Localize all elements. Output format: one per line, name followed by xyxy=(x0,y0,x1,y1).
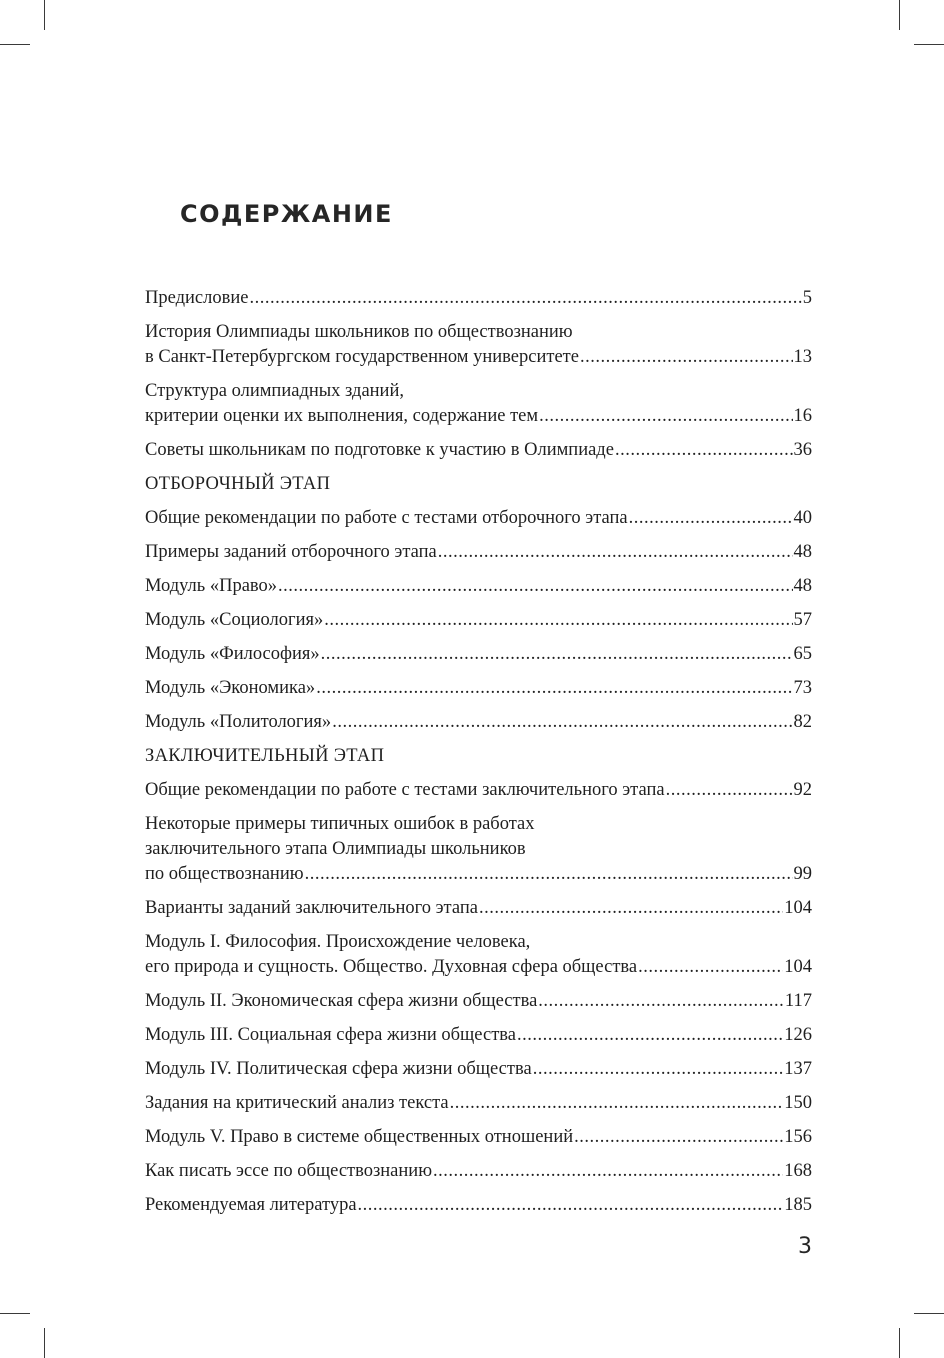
toc-entry-title: Модуль III. Социальная сфера жизни общества xyxy=(145,1025,516,1045)
toc-entry-title: Модуль IV. Политическая сфера жизни общества xyxy=(145,1059,532,1079)
toc-dot-leader xyxy=(615,438,793,463)
toc-page-number: 65 xyxy=(793,644,812,664)
toc-entry[interactable] xyxy=(145,379,812,429)
toc-page-number: 150 xyxy=(784,1093,812,1113)
toc-entry-title: его природа и сущность. Общество. Духовная сфера общества xyxy=(145,957,638,977)
toc-entry-title: по обществознанию xyxy=(145,864,304,884)
toc-entry-title: Модуль «Право» xyxy=(145,576,278,596)
toc-dot-leader xyxy=(629,506,793,531)
toc-entry[interactable] xyxy=(145,1125,812,1150)
toc-dot-leader xyxy=(438,540,793,565)
toc-entry-title: Общие рекомендации по работе с тестами заключительного этапа xyxy=(145,780,665,800)
toc-entry-line: Некоторые примеры типичных ошибок в работах xyxy=(145,814,535,834)
page-number: 3 xyxy=(798,1234,812,1259)
toc-entry[interactable] xyxy=(145,989,812,1014)
table-of-contents xyxy=(145,286,812,1227)
toc-dot-leader xyxy=(533,1057,784,1082)
crop-mark-top-right-horizontal xyxy=(914,44,944,45)
toc-dot-leader xyxy=(479,896,783,921)
crop-mark-top-left-horizontal xyxy=(0,44,30,45)
toc-entry[interactable] xyxy=(145,930,812,980)
toc-entry[interactable] xyxy=(145,1057,812,1082)
toc-page-number: 5 xyxy=(802,288,812,308)
toc-entry[interactable] xyxy=(145,1091,812,1116)
toc-entry-title: критерии оценки их выполнения, содержание тем xyxy=(145,406,539,426)
toc-entry[interactable] xyxy=(145,778,812,803)
crop-mark-bottom-right-vertical xyxy=(899,1328,900,1358)
toc-entry-title: Как писать эссе по обществознанию xyxy=(145,1161,433,1181)
toc-entry-line: Структура олимпиадных зданий, xyxy=(145,381,404,401)
toc-dot-leader xyxy=(305,862,793,887)
toc-entry-title: Модуль V. Право в системе общественных отношений xyxy=(145,1127,574,1147)
toc-entry-title: Модуль «Политология» xyxy=(145,712,332,732)
toc-entry[interactable] xyxy=(145,1193,812,1218)
toc-entry-line: История Олимпиады школьников по обществознанию xyxy=(145,322,573,342)
toc-dot-leader xyxy=(332,710,792,735)
toc-entry[interactable] xyxy=(145,286,812,311)
toc-entry-title: Модуль «Экономика» xyxy=(145,678,316,698)
toc-entry-title: Общие рекомендации по работе с тестами отборочного этапа xyxy=(145,508,628,528)
toc-dot-leader xyxy=(358,1193,784,1218)
toc-entry-title: Модуль II. Экономическая сфера жизни общества xyxy=(145,991,538,1011)
toc-page-number: 104 xyxy=(784,898,812,918)
crop-mark-top-left-vertical xyxy=(44,0,45,30)
toc-dot-leader xyxy=(433,1159,783,1184)
toc-entry-title: Рекомендуемая литература xyxy=(145,1195,357,1215)
toc-page-number: 73 xyxy=(793,678,812,698)
toc-dot-leader xyxy=(580,345,793,370)
toc-dot-leader xyxy=(278,574,792,599)
crop-mark-bottom-left-vertical xyxy=(44,1328,45,1358)
toc-entry[interactable] xyxy=(145,438,812,463)
toc-entry[interactable] xyxy=(145,1159,812,1184)
toc-page-number: 99 xyxy=(793,864,812,884)
toc-entry-title: Советы школьникам по подготовке к участию в Олимпиаде xyxy=(145,440,614,460)
toc-entry-title: Модуль «Социология» xyxy=(145,610,324,630)
toc-dot-leader xyxy=(249,286,801,311)
toc-entry-title: Примеры заданий отборочного этапа xyxy=(145,542,437,562)
toc-entry-title: Предисловие xyxy=(145,288,249,308)
toc-page-number: 168 xyxy=(784,1161,812,1181)
toc-entry-line: Модуль I. Философия. Происхождение человека, xyxy=(145,932,531,952)
toc-page-number: 117 xyxy=(784,991,812,1011)
toc-entry[interactable] xyxy=(145,540,812,565)
toc-entry[interactable] xyxy=(145,574,812,599)
toc-dot-leader xyxy=(538,989,784,1014)
toc-page-number: 48 xyxy=(793,542,812,562)
toc-dot-leader xyxy=(450,1091,784,1116)
toc-page-number: 82 xyxy=(793,712,812,732)
toc-page-number: 40 xyxy=(793,508,812,528)
toc-page-number: 185 xyxy=(784,1195,812,1215)
toc-dot-leader xyxy=(321,642,793,667)
toc-page-number: 156 xyxy=(784,1127,812,1147)
toc-page-number: 16 xyxy=(793,406,812,426)
toc-page-number: 137 xyxy=(784,1059,812,1079)
toc-dot-leader xyxy=(666,778,793,803)
toc-entry[interactable] xyxy=(145,710,812,735)
toc-entry[interactable] xyxy=(145,896,812,921)
toc-entry[interactable] xyxy=(145,506,812,531)
toc-entry-title: в Санкт-Петербургском государственном университете xyxy=(145,347,579,367)
toc-page-number: 48 xyxy=(793,576,812,596)
toc-entry[interactable] xyxy=(145,320,812,370)
toc-entry[interactable] xyxy=(145,642,812,667)
toc-page-number: 57 xyxy=(793,610,812,630)
toc-entry[interactable] xyxy=(145,608,812,633)
toc-page-number: 92 xyxy=(793,780,812,800)
page-title: СОДЕРЖАНИЕ xyxy=(180,200,393,228)
toc-dot-leader xyxy=(324,608,792,633)
toc-page-number: 126 xyxy=(784,1025,812,1045)
toc-entry[interactable] xyxy=(145,676,812,701)
crop-mark-top-right-vertical xyxy=(899,0,900,30)
toc-entry[interactable] xyxy=(145,1023,812,1048)
crop-mark-bottom-left-horizontal xyxy=(0,1313,30,1314)
toc-dot-leader xyxy=(638,955,783,980)
toc-entry-line: заключительного этапа Олимпиады школьников xyxy=(145,839,526,859)
toc-dot-leader xyxy=(574,1125,783,1150)
crop-mark-bottom-right-horizontal xyxy=(914,1313,944,1314)
toc-section-heading: ОТБОРОЧНЫЙ ЭТАП xyxy=(145,474,331,494)
toc-page-number: 36 xyxy=(793,440,812,460)
toc-page-number: 13 xyxy=(793,347,812,367)
toc-entry-title: Задания на критический анализ текста xyxy=(145,1093,449,1113)
toc-entry[interactable] xyxy=(145,812,812,887)
toc-entry-title: Варианты заданий заключительного этапа xyxy=(145,898,478,918)
toc-section-heading: ЗАКЛЮЧИТЕЛЬНЫЙ ЭТАП xyxy=(145,746,385,766)
toc-dot-leader xyxy=(517,1023,783,1048)
toc-dot-leader xyxy=(539,404,792,429)
toc-page-number: 104 xyxy=(784,957,812,977)
toc-entry-title: Модуль «Философия» xyxy=(145,644,320,664)
toc-dot-leader xyxy=(316,676,792,701)
